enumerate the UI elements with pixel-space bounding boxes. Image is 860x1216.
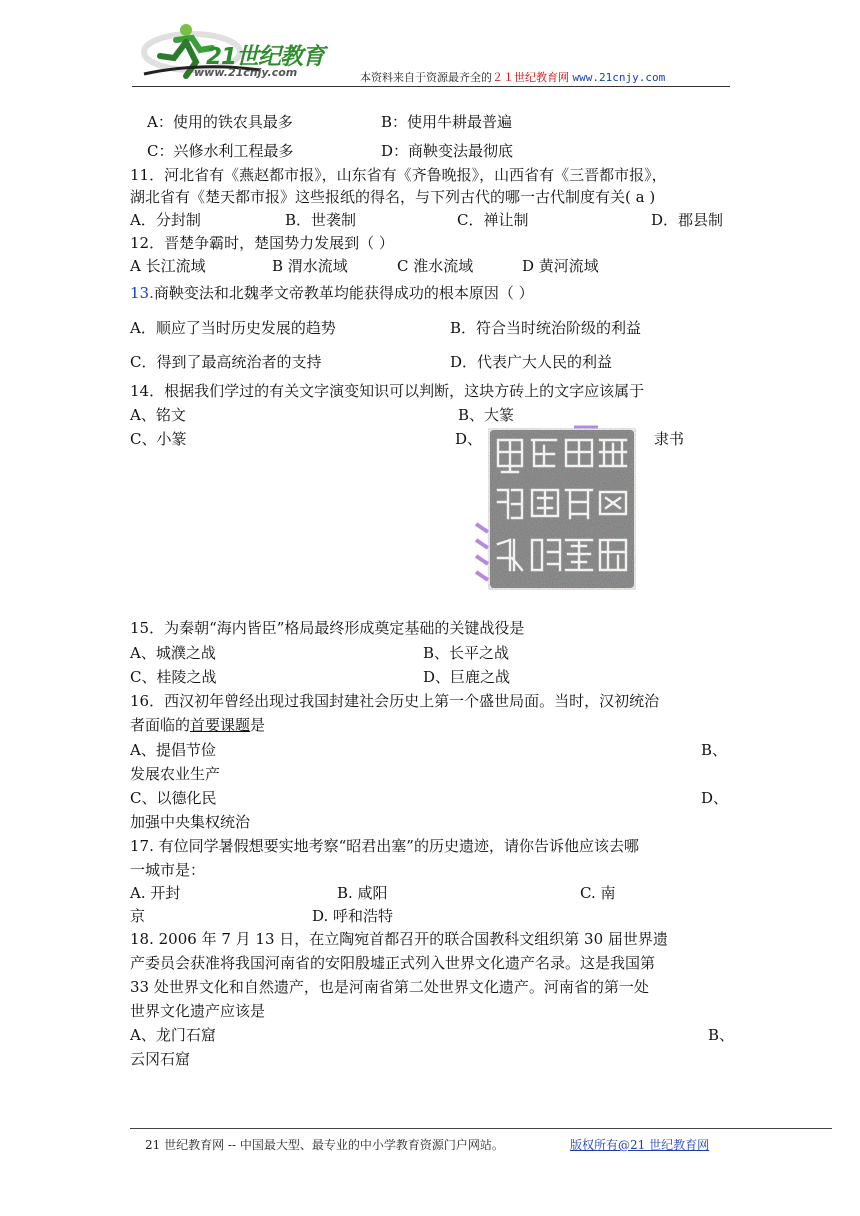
q18-option-a: A、龙门石窟 <box>130 1026 216 1044</box>
q15-option-d: D、巨鹿之战 <box>423 668 511 686</box>
q11-option-b: B．世袭制 <box>285 211 357 229</box>
header-note-brand: ２１世纪教育网 <box>492 71 569 84</box>
q16-key-phrase: 首要课题 <box>190 716 251 734</box>
q16-option-b-label: B、 <box>701 741 728 759</box>
q15-option-c: C、桂陵之战 <box>130 668 217 686</box>
header-note-prefix: 本资料来自于资源最齐全的 <box>360 71 492 84</box>
q16-option-b-text: 发展农业生产 <box>130 765 221 783</box>
q15-stem: 15．为秦朝“海内皆臣”格局最终形成奠定基础的关键战役是 <box>130 619 525 637</box>
footer-rule <box>130 1128 832 1129</box>
q11-stem: 11．河北省有《燕赵都市报》，山东省有《齐鲁晚报》，山西省有《三晋都市报》， <box>130 166 667 184</box>
q13-stem <box>130 283 534 303</box>
q17-stem-2: 一城市是： <box>130 861 206 879</box>
q14-option-a: A、铭文 <box>130 406 186 424</box>
footer-copyright-link[interactable]: 版权所有@21 世纪教育网 <box>570 1138 710 1152</box>
q18-option-b-label: B、 <box>708 1026 735 1044</box>
q16-option-a: A、提倡节俭 <box>130 741 216 759</box>
header-rule <box>132 86 730 87</box>
q17-option-c-part1: C. 南 <box>580 884 616 902</box>
q13-number: 13. <box>130 284 154 302</box>
q12-stem: 12．晋楚争霸时，楚国势力发展到（ ） <box>130 234 394 252</box>
q16-option-d-text: 加强中央集权统治 <box>130 813 251 831</box>
q14-stem: 14．根据我们学过的有关文字演变知识可以判断，这块方砖上的文字应该属于 <box>130 382 645 400</box>
q15-option-a: A、城濮之战 <box>130 644 216 662</box>
q16-option-d-label: D、 <box>701 789 729 807</box>
q13-option-b: B．符合当时统治阶级的利益 <box>450 319 642 337</box>
q16-stem: 16．西汉初年曾经出现过我国封建社会历史上第一个盛世局面。当时，汉初统治 <box>130 692 660 710</box>
inscribed-brick-image <box>488 428 636 590</box>
q13-option-d: D．代表广大人民的利益 <box>450 353 613 371</box>
q17-option-b: B. 咸阳 <box>337 884 388 902</box>
q13-text: 商鞅变法和北魏孝文帝教革均能获得成功的根本原因（ ） <box>153 284 534 302</box>
q11-option-d: D．郡县制 <box>651 211 724 229</box>
header-note <box>360 69 665 85</box>
q12-option-a: A 长江流域 <box>130 257 206 275</box>
q18-stem-4: 世界文化遗产应该是 <box>130 1002 266 1020</box>
q13-option-c: C．得到了最高统治者的支持 <box>130 353 322 371</box>
header-note-url[interactable]: www.21cnjy.com <box>572 71 666 84</box>
q16-option-c: C、以德化民 <box>130 789 217 807</box>
q15-option-b: B、长平之战 <box>423 644 510 662</box>
q11-option-c: C．禅让制 <box>457 211 529 229</box>
q14-option-c: C、小篆 <box>130 430 187 448</box>
q14-option-d-text: 隶书 <box>654 430 685 448</box>
q14-option-d-label: D、 <box>455 430 483 448</box>
q12-option-c: C 淮水流域 <box>397 257 474 275</box>
q17-option-d: D. 呼和浩特 <box>312 907 394 925</box>
q13-option-a: A．顺应了当时历史发展的趋势 <box>130 319 336 337</box>
q12-option-b: B 渭水流域 <box>272 257 348 275</box>
q17-option-c-part2: 京 <box>130 907 146 925</box>
q16-stem-pre: 者面临的 <box>130 716 191 734</box>
q10-option-d: D：商鞅变法最彻底 <box>381 142 514 160</box>
q18-stem: 18. 2006 年 7 月 13 日，在立陶宛首都召开的联合国教科文组织第 30 届世界遗 <box>130 930 668 948</box>
q18-stem-3: 33 处世界文化和自然遗产，也是河南省第二处世界文化遗产。河南省的第一处 <box>130 978 649 996</box>
footer-site-text: 21 世纪教育网 -- 中国最大型、最专业的中小学教育资源门户网站。 <box>145 1138 504 1152</box>
q17-option-a: A. 开封 <box>130 884 181 902</box>
q11-stem-2: 湖北省有《楚天都市报》这些报纸的得名，与下列古代的哪一古代制度有关( a ) <box>130 188 656 206</box>
q12-option-d: D 黄河流域 <box>522 257 599 275</box>
q17-stem: 17. 有位同学暑假想要实地考察“昭君出塞”的历史遗迹，请你告诉他应该去哪 <box>130 837 639 855</box>
q14-option-b: B、大篆 <box>458 406 515 424</box>
logo-url: www.21cnjy.com <box>194 66 298 79</box>
q18-option-b-text: 云冈石窟 <box>130 1050 191 1068</box>
q10-option-a: A：使用的铁农具最多 <box>147 113 293 131</box>
q16-stem-2 <box>130 715 265 735</box>
q10-option-c: C：兴修水利工程最多 <box>147 142 294 160</box>
logo-text: 21世纪教育 <box>206 44 325 70</box>
q16-stem-post: 是 <box>250 716 266 734</box>
q10-option-b: B：使用牛耕最普遍 <box>381 113 513 131</box>
q18-stem-2: 产委员会获准将我国河南省的安阳殷墟正式列入世界文化遗产名录。这是我国第 <box>130 954 656 972</box>
q11-option-a: A．分封制 <box>130 211 201 229</box>
